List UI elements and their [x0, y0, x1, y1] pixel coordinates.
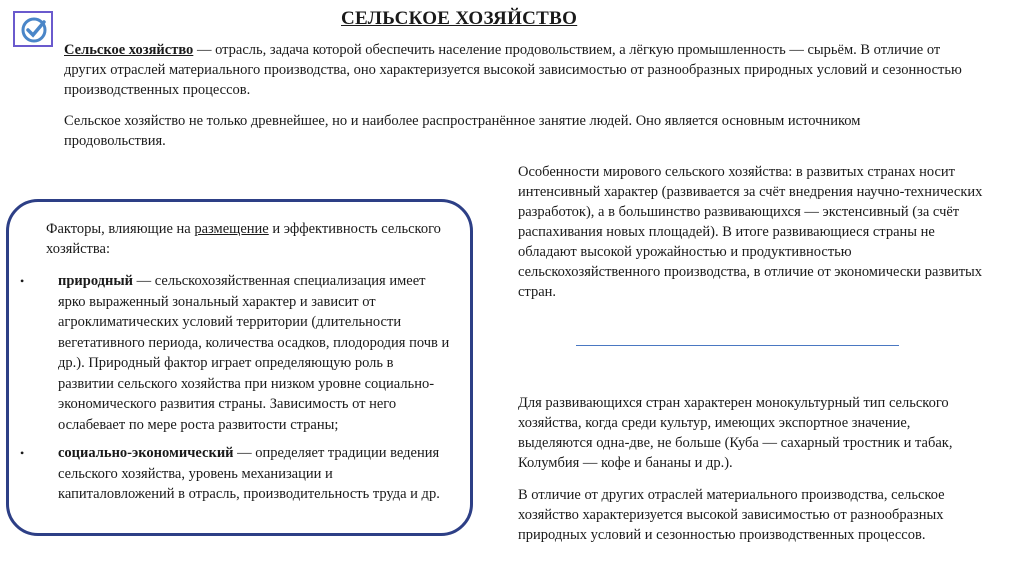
intro-definition: — отрасль, задача которой обеспечить население продовольствием, а лёгкую промышленность — сырьём. В отличие от других отраслей материального производства, оно характеризуется высокой зависимостью от разнообразных природных условий и сезонностью производственных процессов. [64, 42, 962, 98]
factor-text: — определяет традиции ведения сельского хозяйства, уровень механизации и капиталовложений в отрасль, производительность труда и др. [58, 445, 440, 502]
checkmark-logo [13, 11, 53, 47]
factor-item-socioeconomic [58, 443, 450, 505]
factor-term: социально-экономический [58, 445, 234, 461]
intro-term: Сельское хозяйство [64, 42, 194, 58]
factors-heading-end: и эффективность сельского хозяйства: [46, 221, 441, 257]
intro-paragraph [64, 40, 964, 100]
bullet-icon: • [20, 446, 25, 460]
monoculture-paragraph: Для развивающихся стран характерен монокультурный тип сельского хозяйства, когда среди культур, имеющих экспортное значение, выделяются одна-две, не больше (Куба — сахарный тростник и табак, Колумбия — кофе и бананы и др.). [518, 395, 953, 471]
page-title: СЕЛЬСКОЕ ХОЗЯЙСТВО [341, 8, 578, 29]
section-divider [576, 345, 899, 346]
bullet-icon: • [20, 274, 25, 288]
checkmark-icon [20, 16, 48, 44]
factors-heading [46, 219, 446, 259]
features-paragraph: Особенности мирового сельского хозяйства: в развитых странах носит интенсивный характер (развивается за счёт внедрения научно-технических разработок), а в большинство развивающихся — экстенсивный (за счёт распахивания новых площадей). В итоге развивающиеся страны не обладают высокой урожайностью и продуктивностью сельскохозяйственного производства, в отличие от экономически развитых стран. [518, 164, 983, 300]
factors-heading-underlined: размещение [194, 221, 269, 237]
factor-term: природный [58, 273, 134, 289]
factor-item-natural [58, 271, 450, 435]
factor-text: — сельскохозяйственная специализация имеет ярко выраженный зональный характер и зависит от агроклиматических условий территории (длительности вегетативного периода, количества осадков, плодородия почв и др.). Природный фактор играет определяющую роль в развитии сельского хозяйства при низком уровне социально-экономического развития страны. Зависимость от него ослабевает по мере роста развитости страны; [58, 273, 450, 433]
paragraph-occupation: Сельское хозяйство не только древнейшее, но и наиболее распространённое занятие людей. Оно является основным источником продовольствия. [64, 113, 861, 149]
closing-paragraph: В отличие от других отраслей материального производства, сельское хозяйство характеризуется высокой зависимостью от разнообразных природных условий и сезонностью производственных процессов. [518, 487, 945, 543]
factors-heading-start: Факторы, влияющие на [46, 221, 195, 237]
